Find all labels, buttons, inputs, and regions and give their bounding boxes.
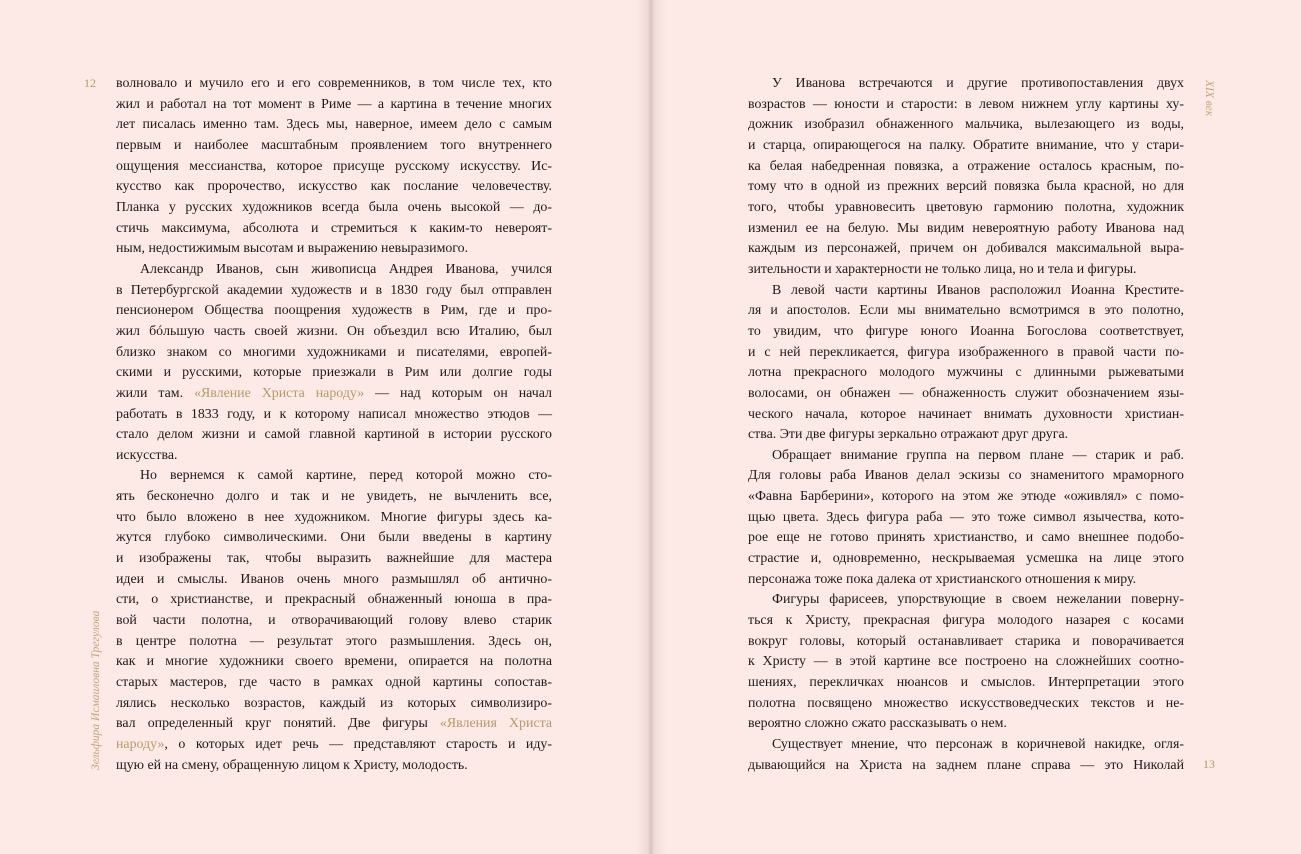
text-line: каждым из персонажей, причем он добивался максимальной выра- [748,241,1184,257]
text-line: полотна посвящено множество искусствоведческих текстов и не- [748,695,1184,711]
left-page-number: 12 [84,76,96,90]
text-line: страстие и, одновременно, нескрываемая усмешка на лице этого [748,551,1184,567]
line-text: , о которых идет речь — представляют старость и иду- [164,737,552,752]
text-line: шениях, перекличках нюансов и смыслов. Интерпретации этого [748,675,1184,691]
text-line: к Христу — в этой картине все построено на сложнейших соотно- [748,654,1184,670]
text-line: жил и работал на тот момент в Риме — а картина в течение многих [116,96,552,112]
text-line: Существует мнение, что персонаж в коричневой накидке, огля- [772,737,1184,752]
text-line: жутся глубоко символическими. Они были введены в картину [116,530,552,546]
text-line: в Петербургской академии художеств и в 1830 году был отправлен [116,282,552,298]
text-line: У Иванова встречаются и другие противопоставления двух [772,76,1184,91]
artwork-title-link[interactable]: «Явления Христа [439,716,552,732]
text-line: Обращает внимание группа на первом плане — старик и раб. [772,447,1184,463]
line-text: вал определенный круг понятий. Две фигуры [116,716,440,732]
right-page-number: 13 [1203,757,1215,771]
text-line: как и многие художники своего времени, опирается на полотна [116,654,552,670]
text-line: зительности и характерности не только лица, но и тела и фигуры. [748,261,1137,277]
text-line: сти, о христианстве, и прекрасный обнаженный юноша в пра- [116,592,552,608]
text-line: близко знаком со многими художниками и писателями, европей- [116,344,552,360]
left-running-head: Зельфира Исмаиловна Трегулова [90,610,102,770]
text-line: ческого начала, которое начинает внимать духовности христиан- [748,406,1184,422]
left-body-text [116,74,552,776]
text-line: кусство как пророчество, искусство как послание человечеству. [116,179,552,195]
text-line: ства. Эти две фигуры зеркально отражают друг друга. [748,427,1069,443]
text-line [116,735,552,756]
text-line: того, чтобы уравновесить цветовую гармонию полотна, художник [748,199,1184,215]
text-line: Александр Иванов, сын живописца Андрея Иванова, учился [140,261,552,277]
text-line: щую ей на смену, обращенную лицом к Христу, молодость. [116,757,468,773]
text-line: щью цвета. Здесь фигура раба — это тоже символ язычества, кото- [748,509,1184,525]
text-line: дожник изобразил обнаженного мальчика, вылезающего из воды, [748,117,1184,133]
text-line: вокруг головы, который останавливает старика и поворачивается [748,633,1184,649]
book-gutter [636,0,666,854]
text-line: ться к Христу, прекрасная фигура молодого назарея с косами [748,613,1184,629]
text-line: волновало и мучило его и его современников, в том числе тех, кто [116,76,552,91]
text-line: персонажа тоже пока далека от христианского отношения к миру. [748,571,1137,587]
text-line: В левой части картины Иванов расположил Иоанна Крестите- [772,282,1184,298]
artwork-title-link[interactable]: «Явление Христа народу» [194,385,365,401]
right-running-head: XIX век [1203,80,1215,117]
text-line: лет писалась именно там. Здесь мы, наверное, имеем дело с самым [116,117,552,133]
text-line: и старца, опирающегося на палку. Обратите внимание, что у стари- [748,137,1184,153]
text-line: Планка у русских художников всегда была очень высокой — до- [116,199,552,215]
text-line: пенсионером Общества поощрения художеств в Рим, где и про- [116,303,552,319]
artwork-title-link[interactable]: народу» [116,737,165,752]
text-line: дывающийся на Христа на заднем плане справа — это Николай [748,757,1184,773]
text-line: Но вернемся к самой картине, перед которой можно сто- [140,468,552,484]
text-line: вой части полотна, и отворачивающий голову влево старик [116,613,552,629]
text-line: то увидим, что фигуре юного Иоанна Богослова соответствует, [748,323,1184,339]
text-line: стало делом жизни и самой главной картиной в истории русского [116,427,552,443]
text-line: скими и русскими, которые приезжали в Рим или долгие годы [116,365,552,381]
text-line: ощущения мессианства, которое присуще русскому искусству. Ис- [116,158,552,174]
right-body-text [748,74,1184,776]
text-line: ка белая набедренная повязка, а отражение осталось красным, по- [748,158,1184,174]
text-line: что было вложено в нее художником. Многие фигуры здесь ка- [116,509,552,525]
text-line: волосами, он обнажен — обнаженность служит обозначением язы- [748,385,1184,401]
text-line: идеи и смыслы. Иванов очень много размышлял об антично- [116,571,552,587]
text-line: и с ней перекликается, фигура изображенного в правой части по- [748,344,1184,360]
text-line: лялись несколько возрастов, каждый из которых символизиро- [116,695,552,711]
text-line: стичь максимума, абсолюта и стремиться к каким-то невероят- [116,220,552,236]
line-text: — над которым он начал [364,385,552,401]
text-line [116,384,552,405]
text-line: тому что в одной из прежних версий повязка была красной, но для [748,179,1184,195]
line-text: жили там. [116,385,195,401]
text-line: изменил ее на белую. Мы видим невероятную работу Иванова над [748,220,1184,236]
text-line: первым и наиболее масштабным проявлением того внутреннего [116,137,552,153]
text-line: ным, недостижимым высотам и выражению невыразимого. [116,241,469,257]
text-line: жил бóльшую часть своей жизни. Он объездил всю Италию, был [116,323,552,339]
text-line: возрастов — юности и старости: в левом нижнем углу картины ху- [748,96,1184,112]
text-line: ять бесконечно долго и так и не увидеть, не вычленить все, [116,489,552,505]
text-line: ля и апостолов. Если мы внимательно всмотримся в это полотно, [748,303,1184,319]
text-line: старых мастеров, где часто в рамках одной картины сопостав- [116,675,552,691]
text-line: лотна прекрасного молодого мужчины с длинными рыжеватыми [748,365,1184,381]
text-line: рое еще не готово принять христианство, и само внешнее подобо- [748,530,1184,546]
text-line: искусства. [116,447,178,463]
text-line: в центре полотна — результат этого размышления. Здесь он, [116,633,552,649]
text-line: работать в 1833 году, и к которому написал множество этюдов — [116,406,552,422]
text-line: Для головы раба Иванов делал эскизы со знаменитого мраморного [748,468,1184,484]
text-line: вероятно сложно сжато рассказывать о нем. [748,716,1007,732]
text-line: Фигуры фарисеев, упорствующие в своем нежелании поверну- [772,592,1184,608]
text-line: и изображены так, чтобы выразить важнейшие для мастера [116,551,552,567]
text-line: «Фавна Барберини», которого на этом же этюде «оживлял» с помо- [748,489,1184,505]
text-line [116,714,552,735]
